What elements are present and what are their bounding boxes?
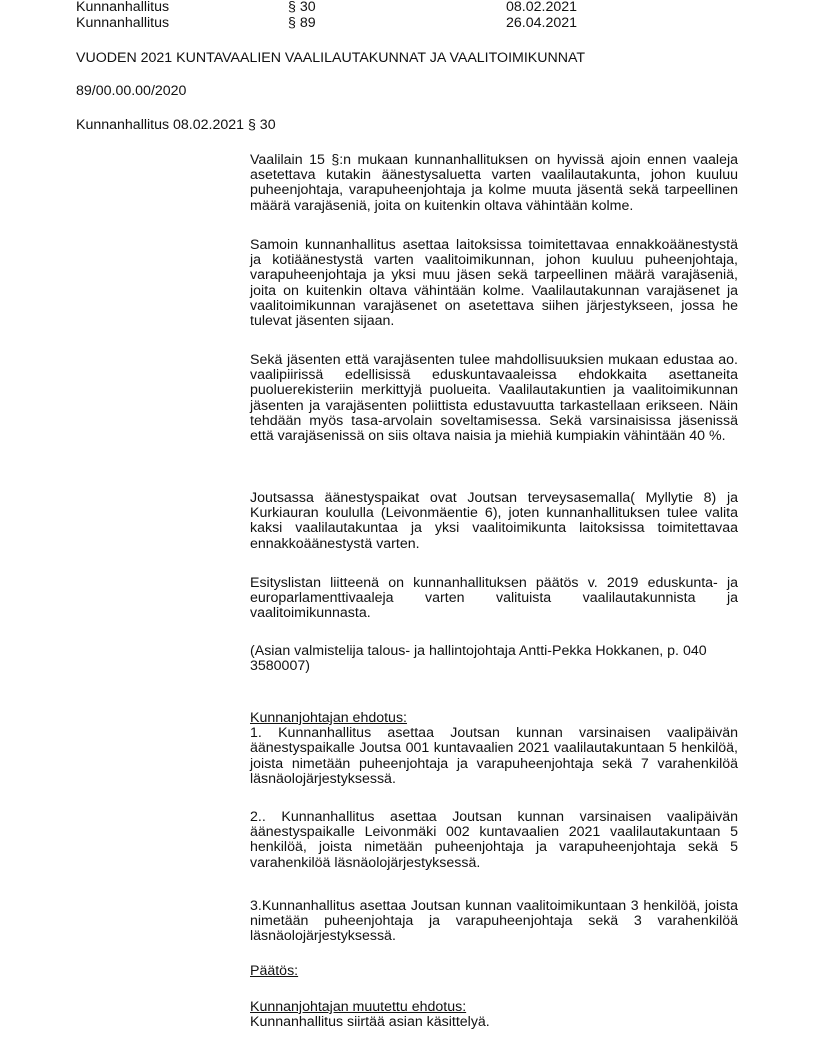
decision-section [250,964,738,979]
history-date: 26.04.2021 [506,15,578,31]
paragraph-text: Sekä jäsenten että varajäsenten tulee mahdollisuuksien mukaan edustaa ao. vaalipiirissä edellisissä eduskuntavaaleissa ehdokkaita asettaneita puoluerekisteriin merkittyjä puolueita. Vaalilautakuntien ja vaalitoimikunnan jäsenten ja varajäsenten poliittista edustavuutta tarkastellaan erikseen. Näin tehdään myös tasa-arvolain soveltamisessa. Sekä varsinaisissa jäsenissä että varajäsenissä on siis oltava naisia ja miehiä kumpiakin vähintään 40 %. [250,352,738,445]
proposal-item-2-block [250,810,738,871]
history-row [76,16,776,32]
decision-heading: Päätös: [250,963,299,979]
history-date: 08.02.2021 [506,0,578,15]
paragraph-1 [250,153,738,214]
case-number: 89/00.00.00/2020 [76,83,187,99]
history-section: § 30 [288,0,316,15]
paragraph-5 [250,576,738,622]
paragraph-3 [250,353,738,444]
meeting-reference: Kunnanhallitus 08.02.2021 § 30 [76,117,276,133]
paragraph-text: Esityslistan liitteenä on kunnanhallituksen päätös v. 2019 eduskunta- ja europarlamenttivaaleja varten valituista vaalilautakunnista ja vaalitoimikunnasta. [250,575,738,622]
amended-proposal-text: Kunnanhallitus siirtää asian käsittelyä. [250,1014,490,1031]
preparer-note: (Asian valmistelija talous- ja hallintojohtaja Antti-Pekka Hokkanen, p. 040 3580007) [250,643,707,675]
proposal-item-2: 2.. Kunnanhallitus asettaa Joutsan kunnan varsinaisen vaalipäivän äänestyspaikalle Leivonmäki 002 kuntavaalien 2021 vaalilautakuntaan 5 henkilöä, joista nimetään puheenjohtaja ja varapuheenjohtaja sekä 5 varahenkilöä läsnäolojärjestyksessä. [250,809,738,871]
proposal-section [250,711,738,787]
proposal-item-1: 1. Kunnanhallitus asettaa Joutsan kunnan varsinaisen vaalipäivän äänestyspaikalle Joutsa 001 kuntavaalien 2021 vaalilautakuntaan 5 henkilöä, joista nimetään puheenjohtaja ja varapuheenjohtaja sekä 7 varahenkilöä läsnäolojärjestyksessä. [250,725,738,787]
history-section: § 89 [288,15,316,31]
paragraph-text: Joutsassa äänestyspaikat ovat Joutsan terveysasemalla( Myllytie 8) ja Kurkiauran koululla (Leivonmäentie 6), joten kunnanhallituksen tulee valita kaksi vaalilautakuntaa ja yksi vaalitoimikunta laitoksissa toimitettavaa ennakkoäänestystä varten. [250,490,738,552]
amended-proposal-heading: Kunnanjohtajan muutettu ehdotus: [250,999,467,1015]
history-body: Kunnanhallitus [76,0,170,15]
document-title: VUODEN 2021 KUNTAVAALIEN VAALILAUTAKUNNAT JA VAALITOIMIKUNNAT [76,50,586,66]
history-row [76,0,776,16]
paragraph-text: Samoin kunnanhallitus asettaa laitoksissa toimitettavaa ennakkoäänestystä ja kotiäänestystä varten vaalitoimikunnan, johon kuuluu puheenjohtaja, varapuheenjohtaja ja yksi muu jäsen sekä tarpeellinen määrä varajäseniä, joita on kuitenkin oltava vähintään kolme. Vaalilautakunnan varajäsenet ja vaalitoimikunnan varajäsenet on asetettava siihen järjestykseen, jossa he tulevat jäsenten sijaan. [250,237,738,330]
proposal-item-3: 3.Kunnanhallitus asettaa Joutsan kunnan vaalitoimikuntaan 3 henkilöä, joista nimetään puheenjohtaja ja varapuheenjohtaja sekä 3 varahenkilöä läsnäolojärjestyksessä. [250,898,738,945]
paragraph-text: Vaalilain 15 §:n mukaan kunnanhallituksen on hyvissä ajoin ennen vaaleja asetettava kutakin äänestysaluetta varten vaalilautakunta, johon kuuluu puheenjohtaja, varapuheenjohtaja ja kolme muuta jäsentä sekä tarpeellinen määrä varajäseniä, joita on kuitenkin oltava vähintään kolme. [250,152,738,214]
proposal-item-3-block [250,899,738,945]
paragraph-6 [250,644,738,674]
paragraph-4 [250,491,738,552]
paragraph-2 [250,238,738,329]
proposal-heading: Kunnanjohtajan ehdotus: [250,710,407,726]
history-body: Kunnanhallitus [76,15,170,31]
amended-proposal-section [250,1000,738,1030]
